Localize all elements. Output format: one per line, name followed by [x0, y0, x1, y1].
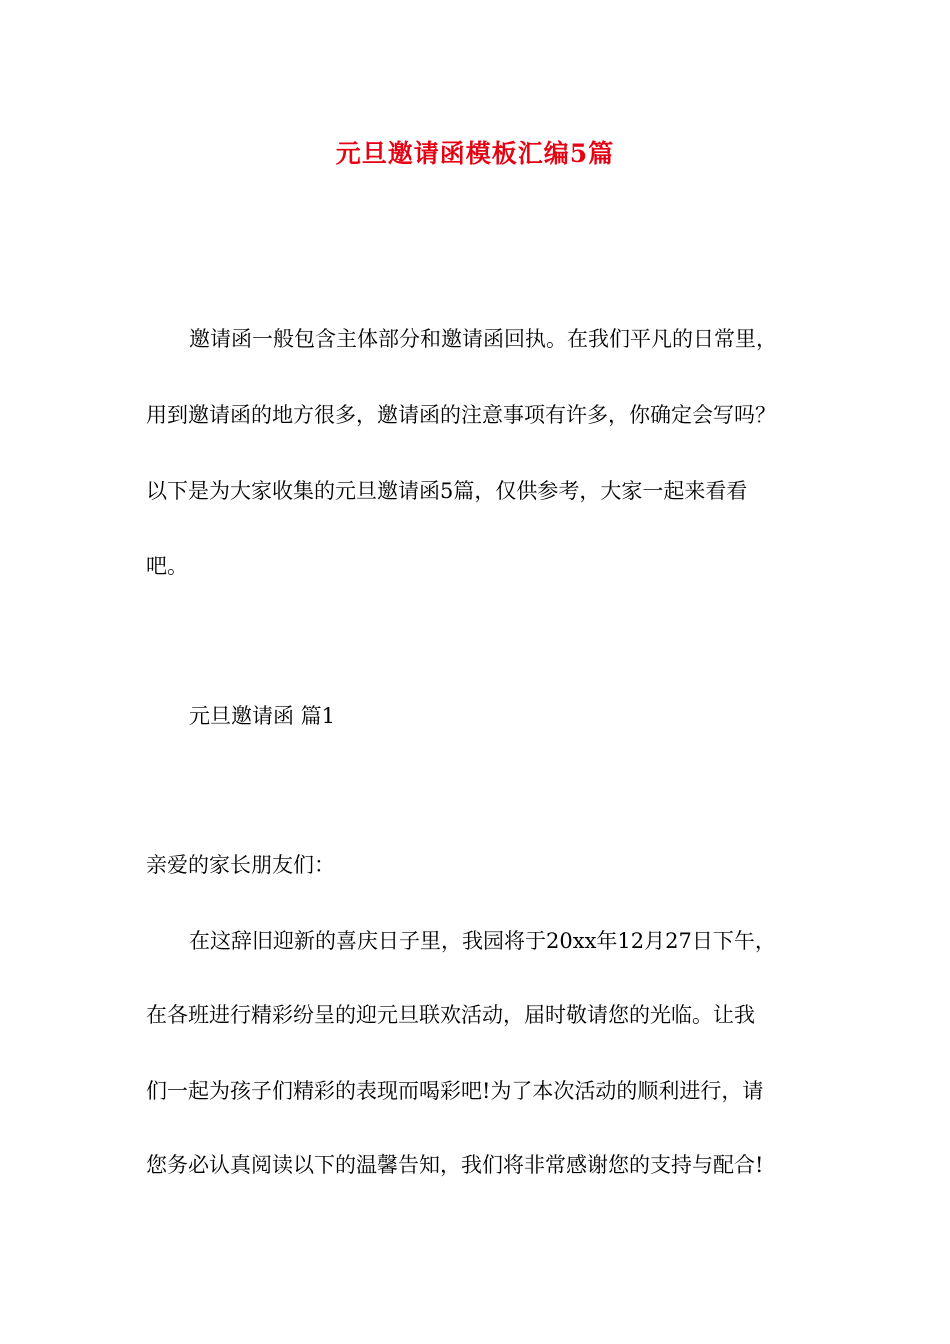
document-title: 元旦邀请函模板汇编5篇: [335, 139, 615, 168]
intro-line-1: 邀请函一般包含主体部分和邀请函回执。在我们平凡的日常里，: [189, 327, 777, 351]
intro-line-2: 用到邀请函的地方很多，邀请函的注意事项有许多，你确定会写吗？: [146, 403, 776, 427]
intro-line-3: 以下是为大家收集的元旦邀请函5篇，仅供参考，大家一起来看看: [146, 479, 748, 503]
body-line-1: 在这辞旧迎新的喜庆日子里，我园将于20xx年12月27日下午，: [189, 929, 776, 953]
intro-line-4: 吧。: [146, 554, 188, 578]
section-heading: 元旦邀请函 篇1: [189, 704, 336, 728]
body-line-2: 在各班进行精彩纷呈的迎元旦联欢活动，届时敬请您的光临。让我: [146, 1003, 755, 1027]
body-line-3: 们一起为孩子们精彩的表现而喝彩吧!为了本次活动的顺利进行，请: [146, 1079, 764, 1103]
body-line-4: 您务必认真阅读以下的温馨告知，我们将非常感谢您的支持与配合!: [146, 1153, 764, 1177]
salutation: 亲爱的家长朋友们：: [146, 853, 335, 877]
